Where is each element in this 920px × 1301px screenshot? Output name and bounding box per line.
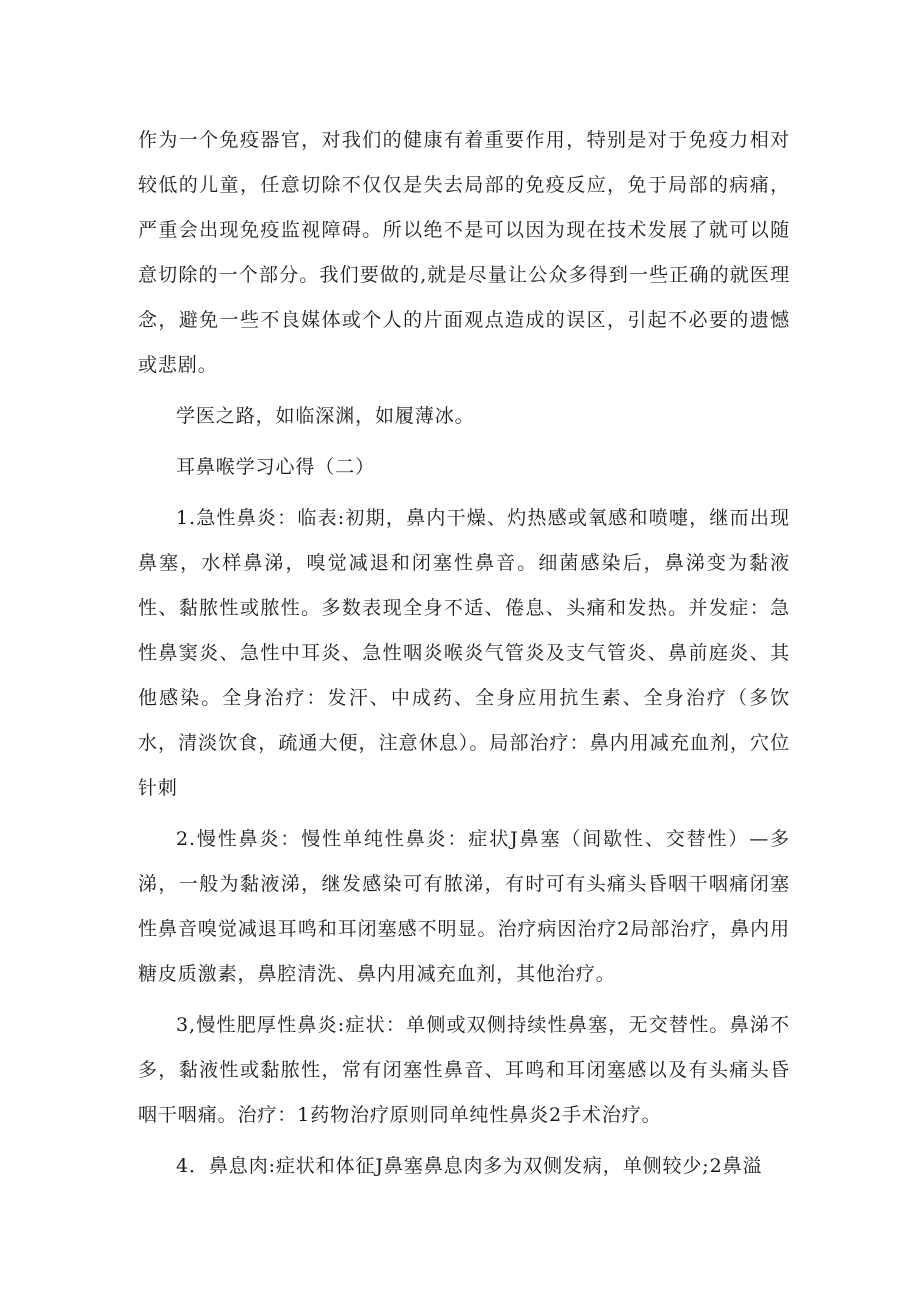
body-paragraph: 2.慢性鼻炎：慢性单纯性鼻炎：症状J鼻塞（间歇性、交替性）—多涕，一般为黏液涕，继发感染可有脓涕，有时可有头痛头昏咽干咽痛闭塞性鼻音嗅觉减退耳鸣和耳闭塞感不明显。治疗病因治疗2局部治疗，鼻内用糖皮质激素，鼻腔清洗、鼻内用减充血剂，其他治疗。 <box>138 828 790 985</box>
body-paragraph: 作为一个免疫器官，对我们的健康有着重要作用，特别是对于免疫力相对较低的儿童，任意切除不仅仅是失去局部的免疫反应，免于局部的病痛，严重会出现免疫监视障碍。所以绝不是可以因为现在技术发展了就可以随意切除的一个部分。我们要做的,就是尽量让公众多得到一些正确的就医理念，避免一些不良媒体或个人的片面观点造成的误区，引起不必要的遗憾或悲剧。 <box>138 129 790 376</box>
document-page <box>138 118 790 1189</box>
section-heading: 耳鼻喉学习心得（二） <box>176 456 376 478</box>
body-paragraph: 1.急性鼻炎：临表:初期，鼻内干燥、灼热感或氧感和喷嚏，继而出现鼻塞，水样鼻涕，嗅觉减退和闭塞性鼻音。细菌感染后，鼻涕变为黏液性、黏脓性或脓性。多数表现全身不适、倦息、头痛和发热。并发症：急性鼻窦炎、急性中耳炎、急性咽炎喉炎气管炎及支气管炎、鼻前庭炎、其他感染。全身治疗：发汗、中成药、全身应用抗生素、全身治疗（多饮水，清淡饮食，疏通大便，注意休息）。局部治疗：鼻内用减充血剂，穴位针刺 <box>138 507 790 799</box>
body-paragraph: 4．鼻息肉:症状和体征J鼻塞鼻息肉多为双侧发病，单侧较少;2鼻溢 <box>176 1155 763 1177</box>
body-paragraph: 学医之路，如临深渊，如履薄冰。 <box>176 405 475 427</box>
body-paragraph: 3,慢性肥厚性鼻炎:症状：单侧或双侧持续性鼻塞，无交替性。鼻涕不多，黏液性或黏脓性，常有闭塞性鼻音、耳鸣和耳闭塞感以及有头痛头昏咽干咽痛。治疗：1药物治疗原则同单纯性鼻炎2手术治疗。 <box>138 1014 790 1126</box>
